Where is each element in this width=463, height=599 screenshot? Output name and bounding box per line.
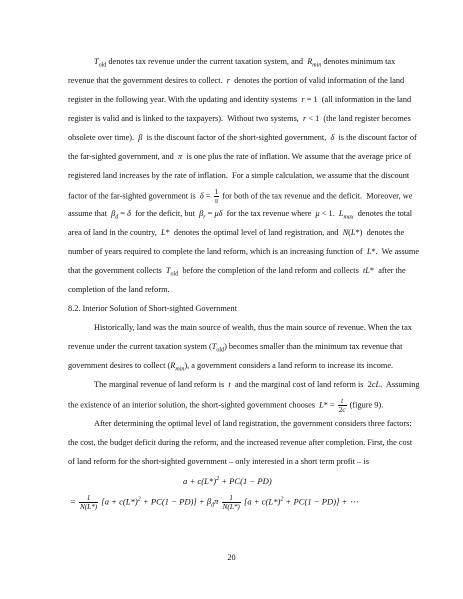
section-heading: 8.2. Interior Solution of Short-sighted Government <box>68 304 237 313</box>
text-line: obsolete over time). β is the discount factor of the short-sighted government, δ is the discount factor of <box>68 133 417 142</box>
text-line: the far-sighted government, and π is one plus the rate of inflation. We assume that the average price of <box>68 152 412 161</box>
text-line: Historically, land was the main source of wealth, thus the main source of revenue. When the tax <box>94 323 412 332</box>
text-line: After determining the optimal level of land registration, the government considers three factors: <box>94 419 412 428</box>
text-line: assume that $\beta_d = \delta$ for the deficit, but $\beta_r = \mu\delta$ for the tax revenue where μ < 1. $L_{max}$ denotes the total <box>68 209 413 221</box>
text-line: government desires to collect $(R_{min})$, a government considers a land reform to increase its income. <box>68 361 394 373</box>
equation-line-2: = $\frac{1}{N(L*)}$ $[a + c(L*)^2 + PC(1 - PD)] + \beta_d\pi$ $\frac{1}{N(L*)}$ $[a + c(L*)^2 + PC(1 - PD)]$ + ⋯ <box>70 494 359 511</box>
text-line: registered land increases by the rate of inflation. For a simple calculation, we assume that the discount <box>68 171 410 180</box>
text-line: of land reform for the short-sighted government – only interested in a short term profit – is <box>68 457 369 466</box>
text-line: revenue under the current taxation system $(T_{old})$ becomes smaller than the minimum tax revenue that <box>68 342 403 354</box>
text-line: register is valid and is linked to the taxpayers). Without two systems, r < 1 (the land register becomes <box>68 114 411 123</box>
text-line: register in the following year. With the updating and identity systems r = 1 (all information in the land <box>68 95 412 104</box>
page-number: 20 <box>227 553 236 562</box>
equation-line-1: $a + c(L*)^2 + PC(1 - PD)$ <box>183 476 272 486</box>
text-line: The marginal revenue of land reform is t and the marginal cost of land reform is 2cL. Assuming <box>94 380 420 389</box>
text-line: the cost, the budget deficit during the reform, and the increased revenue after completion. First, the cost <box>68 438 413 447</box>
text-line: area of land in the country, L* denotes the optimal level of land registration, and N(L*) denotes the <box>68 228 405 237</box>
text-line: that the government collects $T_{old}$ before the completion of the land reform and collects tL* after the <box>68 266 406 278</box>
text-line: factor of the far-sighted government is δ = $\frac{1}{\pi}$ for both of the tax revenue and the deficit. Moreover, we <box>68 188 413 205</box>
text-line: $T_{old}$ denotes tax revenue under the current taxation system, and $R_{min}$ denotes minimum tax <box>94 57 396 69</box>
text-line: the existence of an interior solution, the short-sighted government chooses L* = $\frac{t}{2c}$ (figure 9). <box>68 397 384 414</box>
text-line: completion of the land reform. <box>68 285 170 294</box>
text-line: revenue that the government desires to collect. r denotes the portion of valid information of the land <box>68 76 405 85</box>
text-line: number of years required to complete the land reform, which is an increasing function of L*. We assume <box>68 247 420 256</box>
